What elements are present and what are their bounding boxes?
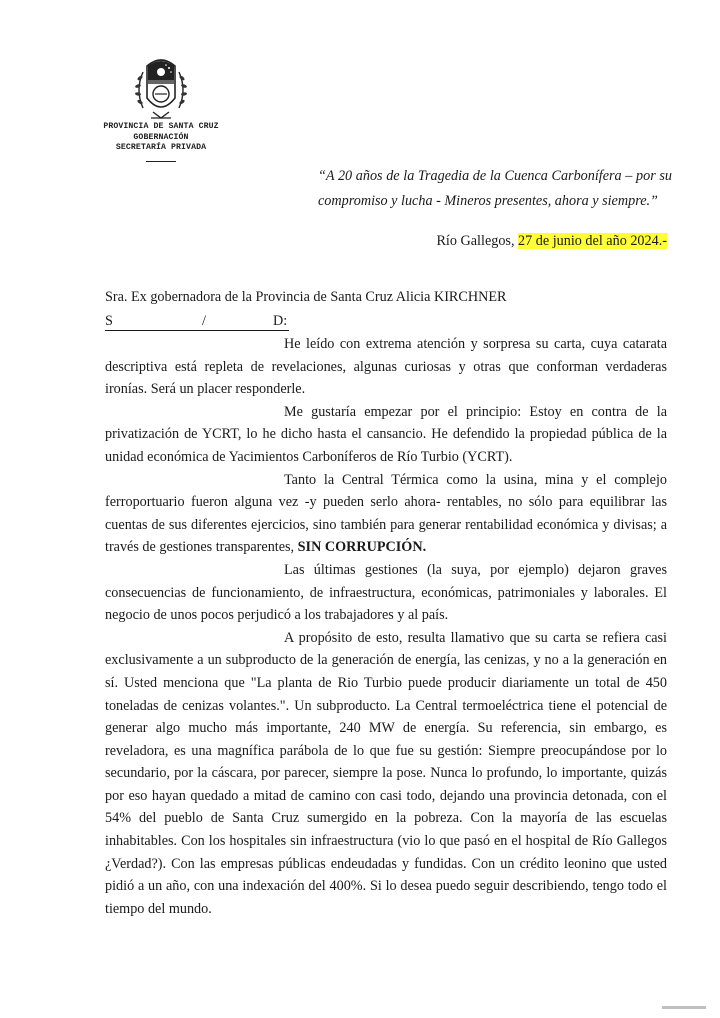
emphasis-bold: SIN CORRUPCIÓN. [297, 539, 427, 556]
paragraph [105, 401, 667, 469]
salutation-d: D: [273, 313, 288, 329]
coat-of-arms-icon [129, 52, 193, 126]
place-date [436, 233, 667, 250]
paragraph-text: He leído con extrema atención y sorpresa su carta, cuya catarata descriptiva está repleta de revelaciones, algunas curiosas y otras que conforman verdaderas ironías. Será un placer responderle. [105, 336, 667, 398]
scanner-watermark [662, 1006, 706, 1009]
paragraph-text: Las últimas gestiones (la suya, por ejemplo) dejaron graves consecuencias de funcionamiento, de infraestructura, económicas, patrimoniales y laborales. El negocio de unos pocos perjudicó a los trabajadores y al país. [105, 561, 667, 624]
salutation-slash: / [202, 313, 206, 329]
letterhead [96, 122, 226, 162]
paragraph-text: A propósito de esto, resulta llamativo que su carta se refiera casi exclusivamente a un subproducto de la generación de energía, las cenizas, y no a la generación en sí. Usted menciona que "La planta de Rio Turbio puede producir diariamente un total de 450 toneladas de cenizas volantes.". Un subproducto. La Central termoeléctrica tiene el potencial de generar algo mucho más importante, 240 MW de energía. Su referencia, sin embargo, es reveladora, es una magnífica parábola de lo que fue su gestión: Siempre preocupándose por lo secundario, por la cáscara, por parecer, siempre la pose. Nunca lo profundo, lo importante, quizás por eso hayan quedado a mitad de camino con casi todo, dejando una provincia detonada, con el 54% del pueblo de Santa Cruz sumergido en la pobreza. Con la mayoría de las escuelas inhabitables. Con los hospitales sin infraestructura (vio lo que pasó en el hospital de Río Gallegos ¿Verdad?). Con las empresas públicas endeudadas y fundidas. Con un crédito leonino que usted pidió a un año, con una indexación del 400%. Si lo desea puedo seguir describiendo, tengo todo el tiempo del mundo. [105, 629, 667, 917]
motto-quote: “A 20 años de la Tragedia de la Cuenca Carbonífera – por su compromiso y lucha - Mineros presentes, ahora y siempre.” [318, 168, 672, 209]
paragraph-text: Me gustaría empezar por el principio: Estoy en contra de la privatización de YCRT, lo he dicho hasta el cansancio. He defendido la propiedad pública de la unidad económica de Yacimientos Carboníferos de Río Turbio (YCRT). [105, 403, 667, 465]
letterhead-office: GOBERNACIÓN [133, 132, 189, 142]
salutation-s: S [105, 313, 113, 329]
paragraph [105, 559, 667, 627]
letterhead-province: PROVINCIA DE SANTA CRUZ [103, 122, 219, 131]
letterhead-department: SECRETARÍA PRIVADA [115, 143, 207, 152]
letterhead-divider [146, 161, 176, 162]
paragraph [105, 627, 667, 921]
paragraph [105, 469, 667, 559]
salutation-line [105, 312, 289, 331]
letter-body [105, 333, 667, 920]
paragraph [105, 333, 667, 401]
date-highlighted: 27 de junio del año 2024.- [518, 233, 667, 249]
paragraph-text: Tanto la Central Térmica como la usina, mina y el complejo ferroportuario fueron alguna vez -y pueden serlo ahora- rentables, no sólo para equilibrar las cuentas de sus diferentes ejercicios, sino también para generar rentabilidad económica y divisas; a través de gestiones transparentes, [105, 471, 667, 556]
place: Río Gallegos, [436, 233, 519, 249]
addressee: Sra. Ex gobernadora de la Provincia de Santa Cruz Alicia KIRCHNER [105, 289, 507, 305]
